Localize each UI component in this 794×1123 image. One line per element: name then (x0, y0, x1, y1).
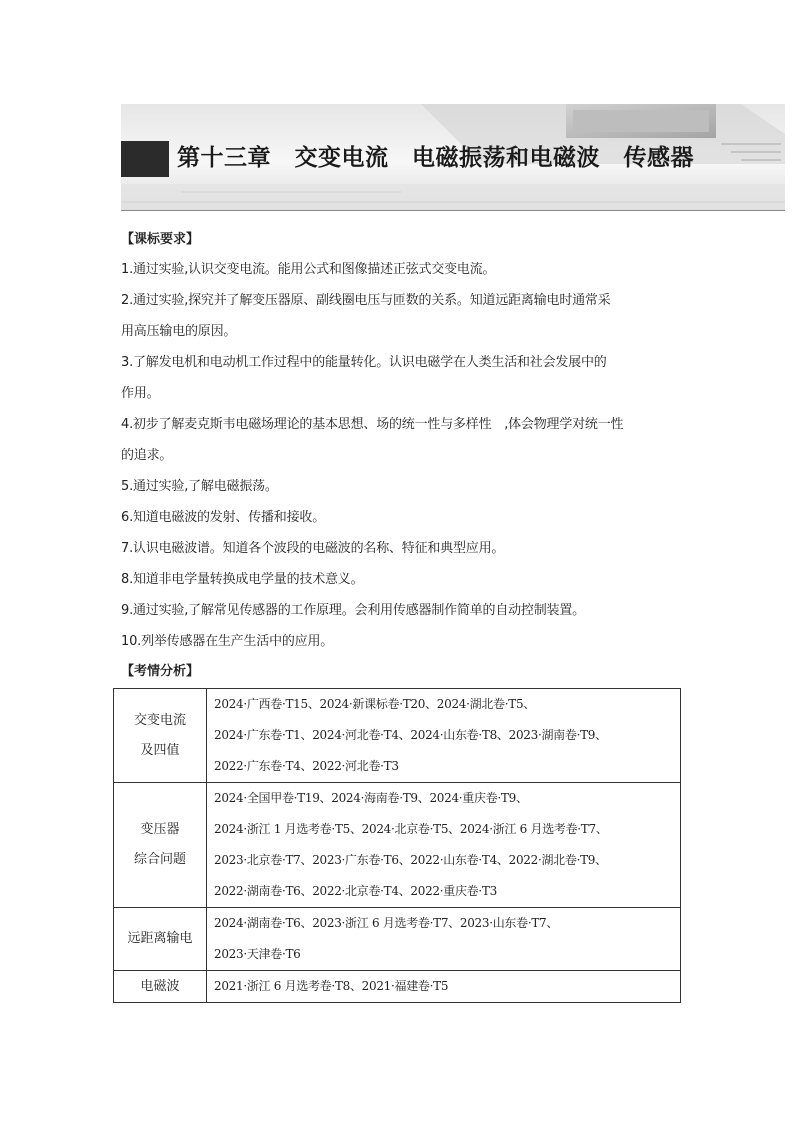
requirement-line: 5.通过实验,了解电磁振荡。 (121, 479, 278, 494)
exam-ref-line: 2023·天津卷·T6 (214, 947, 301, 961)
topic-label: 交变电流 (133, 712, 186, 728)
chapter-banner (121, 104, 785, 210)
refs-cell (207, 689, 681, 783)
requirement-line: 10.列举传感器在生产生活中的应用。 (121, 634, 334, 649)
refs-cell (207, 783, 681, 908)
table-row (114, 783, 681, 908)
requirement-line: 6.知道电磁波的发射、传播和接收。 (121, 510, 326, 525)
requirement-line: 1.通过实验,认识交变电流。能用公式和图像描述正弦式交变电流。 (121, 262, 496, 277)
requirement-line: 2.通过实验,探究并了解变压器原、副线圈电压与匝数的关系。知道远距离输电时通常采 (121, 293, 611, 308)
requirement-line: 4.初步了解麦克斯韦电磁场理论的基本思想、场的统一性与多样性 ,体会物理学对统一性 (121, 417, 624, 432)
topic-label: 远距离输电 (127, 931, 193, 946)
banner-accent-block (121, 141, 169, 177)
table-row (114, 971, 681, 1003)
exam-ref-line: 2024·广东卷·T1、2024·河北卷·T4、2024·山东卷·T8、2023·湖南卷·T9、 (214, 728, 607, 742)
banner-divider (121, 210, 785, 211)
topic-label: 电磁波 (140, 978, 180, 994)
requirement-line: 3.了解发电机和电动机工作过程中的能量转化。认识电磁学在人类生活和社会发展中的 (121, 355, 607, 370)
exam-ref-line: 2021·浙江 6 月选考卷·T8、2021·福建卷·T5 (214, 979, 449, 993)
exam-analysis-table (113, 688, 681, 1003)
table-row (114, 689, 681, 783)
requirement-line: 7.认识电磁波谱。知道各个波段的电磁波的名称、特征和典型应用。 (121, 541, 505, 556)
requirement-line: 9.通过实验,了解常见传感器的工作原理。会利用传感器制作简单的自动控制装置。 (121, 603, 585, 618)
topic-label: 及四值 (140, 742, 180, 758)
topic-cell (114, 783, 207, 908)
topic-label: 综合问题 (133, 852, 186, 867)
exam-ref-line: 2023·北京卷·T7、2023·广东卷·T6、2022·山东卷·T4、2022·湖北卷·T9、 (214, 853, 607, 867)
topic-cell (114, 689, 207, 783)
exam-ref-line: 2022·广东卷·T4、2022·河北卷·T3 (214, 759, 399, 773)
requirement-line: 作用。 (121, 386, 160, 401)
chapter-title: 第十三章 交变电流 电磁振荡和电磁波 传感器 (177, 145, 694, 171)
requirement-line: 的追求。 (121, 448, 173, 463)
exam-ref-line: 2022·湖南卷·T6、2022·北京卷·T4、2022·重庆卷·T3 (214, 884, 497, 898)
exam-ref-line: 2024·湖南卷·T6、2023·浙江 6 月选考卷·T7、2023·山东卷·T7、 (214, 916, 559, 930)
refs-cell (207, 971, 681, 1003)
requirement-line: 8.知道非电学量转换成电学量的技术意义。 (121, 572, 364, 587)
topic-label: 变压器 (140, 822, 180, 837)
requirements-heading: 【课标要求】 (121, 232, 200, 247)
exam-ref-line: 2024·全国甲卷·T19、2024·海南卷·T9、2024·重庆卷·T9、 (214, 791, 528, 805)
exam-ref-line: 2024·浙江 1 月选考卷·T5、2024·北京卷·T5、2024·浙江 6 月选考卷·T7、 (214, 822, 608, 836)
table-row (114, 908, 681, 971)
exam-ref-line: 2024·广西卷·T15、2024·新课标卷·T20、2024·湖北卷·T5、 (214, 697, 535, 711)
analysis-heading: 【考情分析】 (121, 664, 200, 679)
topic-cell (114, 908, 207, 971)
requirements-section (121, 226, 681, 657)
refs-cell (207, 908, 681, 971)
requirement-line: 用高压输电的原因。 (121, 324, 237, 339)
topic-cell (114, 971, 207, 1003)
